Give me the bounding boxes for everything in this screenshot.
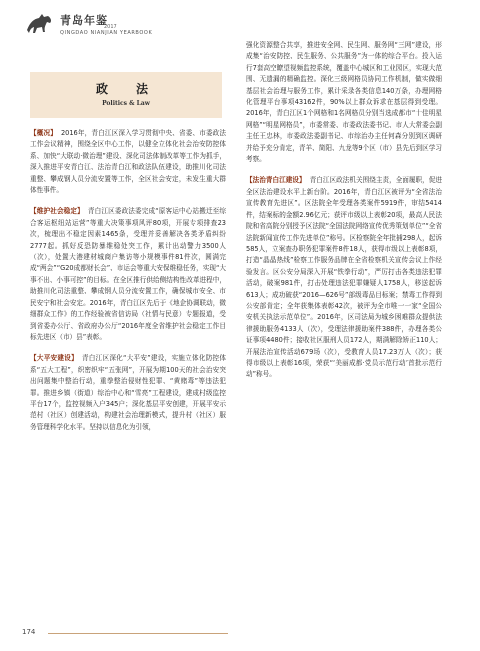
yearbook-header — [24, 8, 234, 46]
paragraph-tag: 【概况】 — [30, 129, 57, 137]
paragraph-safety — [30, 353, 226, 433]
paragraph-text: 2016年，青白江区深入学习贯彻中央、省委、市委政法工作会议精神，围绕全区中心工作，以健全立体化社会治安防控体系、加快“大联动·微治理”建设、深化司法体制改革等工作为抓手，深入推进平安青白江、法治青白江和政法队伍建设，助推川化司法重整、攀成钢人员分流安置等工作，全区社会安定，未发生重大群体性事件。 — [30, 129, 227, 195]
section-subtitle: Politics & Law — [102, 100, 150, 107]
paragraph-text: 青白江区委政法委完成“原客运中心站搬迁至综合客运枢纽站运营”等重大决策事项风评80项，开展专项排查23次，梳理出不稳定因素1465条，受理并妥善解决各类矛盾纠纷2777起。抓好反恐防暴维稳处突工作，累计出动警力3500人（次），处置大港建材城商户集访等小规模事件81件次，圆满完成“两会”“G20成都财长会”、市运会等重大安保维稳任务，实现“大事不出、小事可控”的目标。在全区推行供给侧结构性改革进程中，助推川化司法重整、攀成钢人员分流安置工作，确保城市安全、市民安宁和社会安定。2016年，青白江区先后于《地企协调联动，微细群众工作》的工作经验被省信访局（社情与民意）专题报道，受到省委办公厅、省政府办公厅“2016年度全省维护社会稳定工作目标先进区（市）县”表彰。 — [30, 207, 227, 341]
paragraph-tag: 【法治青白江建设】 — [246, 176, 306, 185]
yearbook-year: 2017 — [104, 24, 117, 30]
yearbook-subtitle: QINGDAO NIANJIAN YEARBOOK — [60, 30, 153, 36]
horse-logo-icon — [24, 10, 56, 38]
page-number: 174 — [22, 628, 36, 636]
footer-rule — [48, 633, 228, 634]
paragraph-text: 强化资源整合共享，推进安全网、民生网、服务网“三网”建设，形成集“治安防控、民生服务、公共服务”为一体的综合平台。投入运行7套高空瞭望视频监控系统，覆盖中心城区和工业园区，实现大范围、无遗漏的精确监控。深化三级网格员协同工作机制，做实做细基层社会治理与服务工作，累计采录各类信息140万条，办理网格化管理平台事项43162件，90%以上群众诉求在基层得到受理。2016年，青白江区1个网格和1名网格员分别当选成都市“十佳明星网格”“明星网格员”，市委常委、市委政法委书记、市人大常委会副主任王忠林，市委政法委副书记、市综治办主任何森分别到区调研并给予充分肯定，青羊、简阳、九龙等9个区（市）县先后到区学习考察。 — [246, 41, 442, 164]
paragraph-stability — [30, 206, 226, 343]
yearbook-title: 青岛年鉴 — [60, 14, 108, 27]
section-title: 政 法 — [95, 82, 156, 96]
paragraph-overview — [30, 128, 226, 196]
paragraph-safety-continued — [246, 40, 442, 165]
paragraph-tag: 【大平安建设】 — [30, 354, 78, 363]
section-banner — [30, 72, 222, 118]
paragraph-text: 青白江区深化“大平安”建设，实施立体化防控体系“五大工程”，织密织牢“五张网”，开展为期100天的社会治安突出问题集中整治行动，重拳整治侵财性犯罪、“黄赌毒”等违法犯罪。推进乡镇（街道）综治中心和“雪亮”工程建设，建成村级监控平台17个，监控视频入户345户；深化基层平安创建，开展平安示范村（社区）创建活动，构建社会治理新模式，提升村（社区）服务管理科学化水平。坚持以信息化为引领， — [30, 354, 226, 431]
left-column — [30, 128, 226, 443]
right-column — [246, 40, 442, 391]
paragraph-text: 青白江区政法机关围绕主责，全面履职，促进全区法治建设水平上新台阶。2016年，青白江区被评为“全省法治宣传教育先进区”。区法院全年受理各类案件5919件，审结5414件，结案标的金额2.96亿元；获评市级以上表彰20项，最高人民法院和省高院分别授予区法院“全国法院网络宣传优秀策划单位”“全省法院新闻宣传工作先进单位”称号。区检察院全年批捕298人，起诉585人，立案查办职务犯罪案件8件18人，获得市级以上表彰8项，打造“晶晶热线”检察工作服务品牌在全省检察机关宣传会议上作经验发言。区公安分局深入开展“铁拳行动”，严厉打击各类违法犯罪活动，破案981件，打击处理违法犯罪嫌疑人1758人，移送起诉613人；成功破获“2016—626号”部级毒品目标案；禁毒工作得到公安部肯定；全年获集体表彰42次，被评为全市唯一一家“全国公安机关执法示范单位”。2016年，区司法局为城乡困难群众提供法律援助服务4133人（次），受理法律援助案件388件，办理各类公证事项4480件；接收社区服刑人员172人，期满解除矫正110人；开展法治宣传活动679场（次），受教育人员17.23万人（次）；获得市级以上表彰16项，荣获“‘美丽成都·党员示范行动’首批示范行动”称号。 — [246, 176, 443, 379]
paragraph-tag: 【维护社会稳定】 — [30, 207, 84, 216]
paragraph-rule-of-law — [246, 175, 442, 380]
